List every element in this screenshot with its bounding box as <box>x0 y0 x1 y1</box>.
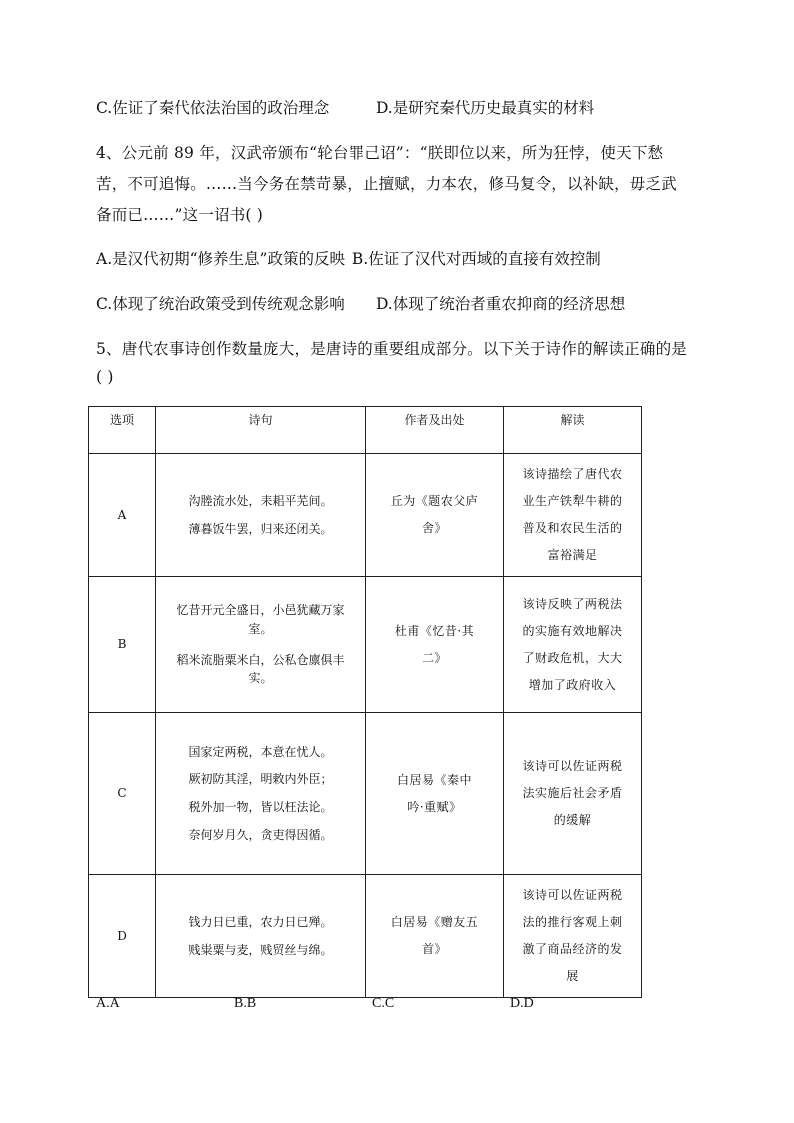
answer-choice-b[interactable]: B.B <box>234 996 257 1011</box>
poem-line: 沟塍流水处，耒耜平芜间。 <box>188 493 333 508</box>
interpretation-line: 富裕满足 <box>547 548 598 562</box>
table-row-d <box>89 875 642 998</box>
answer-choice-c[interactable]: C.C <box>372 996 395 1011</box>
interpretation-line: 该诗反映了两税法 <box>522 596 623 611</box>
poem-line: 钱力日已重，农力日已殚。 <box>188 914 333 929</box>
poem-interpretation-table <box>88 406 642 998</box>
q4-option-b: B.佐证了汉代对西域的直接有效控制 <box>351 250 601 268</box>
source-cell <box>366 875 504 998</box>
interpretation-line: 该诗可以佐证两税 <box>522 759 623 773</box>
poem-line: 厥初防其淫，明敕内外臣； <box>188 772 333 787</box>
source-line: 首》 <box>421 942 447 956</box>
table-row-b <box>89 577 642 713</box>
interpretation-line: 展 <box>566 969 579 983</box>
option-cell: B <box>89 577 156 713</box>
header-interpretation: 解读 <box>504 407 642 454</box>
poem-line: 税外加一物，皆以枉法论。 <box>188 800 333 814</box>
interpretation-line: 增加了政府收入 <box>528 677 617 692</box>
table-row-c <box>89 713 642 875</box>
option-cell: A <box>89 454 156 577</box>
poem-line: 奈何岁月久，贪吏得因循。 <box>188 827 333 842</box>
interpretation-line: 法的推行客观上刺 <box>522 915 623 929</box>
poem-line: 实。 <box>248 671 273 686</box>
poem-line: 薄暮饭牛罢，归来还闭关。 <box>188 521 333 536</box>
poem-line: 忆昔开元全盛日，小邑犹藏万家 <box>176 603 345 618</box>
answer-choice-d[interactable]: D.D <box>510 996 534 1011</box>
source-line: 二》 <box>421 650 447 665</box>
q3-option-c: C.佐证了秦代依法治国的政治理念 <box>96 99 330 117</box>
interpretation-line: 激了商品经济的发 <box>522 942 623 956</box>
source-cell <box>366 577 504 713</box>
interpretation-cell <box>504 454 642 577</box>
q5-stem-line-1: 5、唐代农事诗创作数量庞大，是唐诗的重要组成部分。以下关于诗作的解读正确的是 <box>96 340 687 358</box>
source-line: 舍》 <box>421 521 447 535</box>
interpretation-line: 业生产铁犁牛耕的 <box>522 494 623 508</box>
answer-choice-a[interactable]: A.A <box>96 996 120 1011</box>
poem-line: 稻米流脂粟米白，公私仓廪俱丰 <box>176 652 345 667</box>
interpretation-line: 该诗描绘了唐代农 <box>522 467 623 481</box>
q4-option-d: D.体现了统治者重农抑商的经济思想 <box>375 295 626 313</box>
option-cell: D <box>89 875 156 998</box>
header-source: 作者及出处 <box>366 407 504 454</box>
q4-options-ab <box>96 247 601 269</box>
q5-answer-choices <box>96 996 656 1016</box>
q4-stem-line-1: 4、公元前 89 年，汉武帝颁布“轮台罪己诏”：“朕即位以来，所为狂悖，使天下愁 <box>96 144 664 162</box>
source-line: 杜甫《忆昔·其 <box>394 623 475 638</box>
interpretation-cell <box>504 577 642 713</box>
header-poem: 诗句 <box>156 407 366 454</box>
q4-stem-line-2: 苦，不可追悔。……当今务在禁苛暴，止擅赋，力本农，修马复令，以补缺，毋乏武 <box>96 175 677 193</box>
source-line: 白居易《秦中 <box>396 772 472 787</box>
poem-cell <box>156 713 366 875</box>
poem-line: 国家定两税，本意在忧人。 <box>188 744 333 759</box>
option-cell: C <box>89 713 156 875</box>
interpretation-cell <box>504 875 642 998</box>
interpretation-line: 的缓解 <box>553 813 592 827</box>
source-line: 吟·重赋》 <box>407 799 462 814</box>
source-line: 丘为《题农父庐 <box>390 494 479 508</box>
poem-cell <box>156 577 366 713</box>
table-header-row <box>89 407 642 454</box>
interpretation-line: 的实施有效地解决 <box>522 623 623 638</box>
poem-cell <box>156 454 366 577</box>
source-cell <box>366 713 504 875</box>
q3-options-cd <box>96 96 594 118</box>
source-cell <box>366 454 504 577</box>
q4-option-a: A.是汉代初期“修养生息”政策的反映 <box>96 250 345 268</box>
q4-stem-line-3: 备而已……”这一诏书( ) <box>96 206 264 224</box>
table-row-a <box>89 454 642 577</box>
poem-line: 贱粜粟与麦，贱贸丝与绵。 <box>188 942 333 957</box>
interpretation-line: 法实施后社会矛盾 <box>522 786 623 800</box>
poem-line: 室。 <box>248 621 273 636</box>
interpretation-line: 该诗可以佐证两税 <box>522 888 623 902</box>
interpretation-line: 普及和农民生活的 <box>522 521 623 535</box>
q3-option-d: D.是研究秦代历史最真实的材料 <box>375 99 595 117</box>
interpretation-line: 了财政危机，大大 <box>522 650 623 665</box>
q5-stem-line-2: ( ) <box>96 368 114 386</box>
source-line: 白居易《赠友五 <box>390 915 479 929</box>
poem-cell <box>156 875 366 998</box>
interpretation-cell <box>504 713 642 875</box>
q4-option-c: C.体现了统治政策受到传统观念影响 <box>96 295 345 313</box>
q4-options-cd <box>96 292 625 314</box>
header-option: 选项 <box>89 407 156 454</box>
